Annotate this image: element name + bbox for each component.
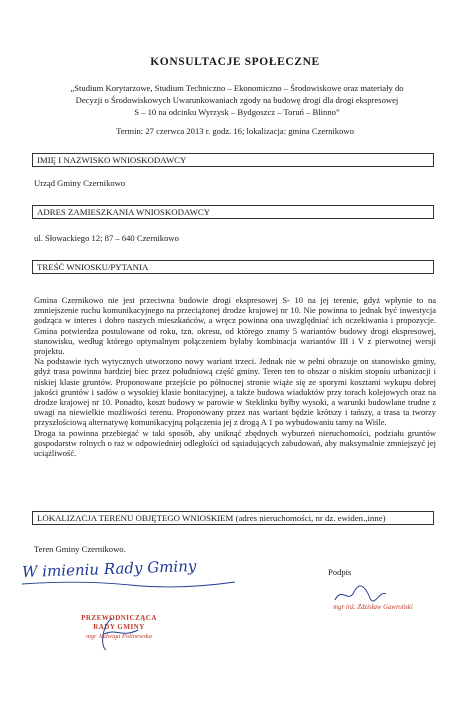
request-paragraph: Na podstawie tych wytycznych utworzono nowy wariant trzeci. Jednak nie w pełni obrazuje on stanowisko gminy, gdyż trasa powinna bardziej biec przez południową część gminy. Teren ten to obszar o niskim stopniu urbanizacji i niskiej klasie gruntów. Proponowane przejście po północnej stronie wiąże się ze sporymi kosztami wykupu dobrej jakości gruntów i sadów o wysokiej klasie bonitacyjnej, a także budowa wiaduktów przy torach kolejowych oraz na drodze krajowej nr 10. Ponadto, koszt budowy w parowie w Steklinku byłby wysoki, a warunki budowlane trudne z uwagi na niewielkie możliwości terenu. Proponowany przez nas wariant będzie krótszy i tańszy, a trasa ta tworzy przyszłościową alternatywę komunikacyjną połączenia jej z drogą A 1 po wybudowaniu tamy na Wiśle. xyxy=(34,356,436,428)
applicant-name: Urząd Gminy Czernikowo xyxy=(34,178,126,188)
handwritten-note: W imieniu Rady Gminy xyxy=(21,556,197,582)
section-header-name: IMIĘ I NAZWISKO WNIOSKODAWCY xyxy=(32,153,434,167)
signature-right xyxy=(330,584,390,606)
consultation-subject xyxy=(36,82,438,118)
section-header-location: LOKALIZACJA TERENU OBJĘTEGO WNIOSKIEM (adres nieruchomości, nr dz. ewiden.,inne) xyxy=(32,511,434,525)
request-paragraph: Gmina Czernikowo nie jest przeciwna budowie drogi ekspresowej S- 10 na jej terenie, gdyż wpłynie to na zmniejszenie ruchu komunikacyjnego na przeciążonej drodze krajowej nr 10. Nie powinna to jednak być inwestycja godząca w interes i dobro naszych mieszkańców, a wręcz powinna ona uwzględniać ich oczekiwania i propozycje. Gmina potwierdza postulowane od roku, tzn. okresu, od którego znamy 5 wariantów budowy drogi ekspresowej, stanowisku, według którego optymalnym połączeniem byłaby kombinacja wariantów III i V z pierwotnej wersji projektu. xyxy=(34,295,436,357)
handwriting-underline xyxy=(20,578,240,588)
subject-line: Decyzji o Środowiskowych Uwarunkowaniach zgody na budowę drogi dla drogi ekspresowej xyxy=(75,95,399,105)
stamp-right: mgr inż. Zdzisław Gawroński xyxy=(333,604,413,611)
section-header-address: ADRES ZAMIESZKANIA WNIOSKODAWCY xyxy=(32,205,434,219)
section-header-content: TREŚĆ WNIOSKU/PYTANIA xyxy=(32,260,434,274)
location-value: Teren Gminy Czernikowo. xyxy=(34,544,126,554)
request-content xyxy=(34,295,436,458)
signature-label: Podpis xyxy=(328,567,352,577)
page-title: KONSULTACJE SPOŁECZNE xyxy=(150,56,320,68)
request-paragraph: Droga ta powinna przebiegać w taki sposób, aby uniknąć zbędnych wyburzeń nieruchomości, podziału gruntów gospodarstw rolnych o raz w odpowiedniej odległości od sąsiadujących zabudowań, aby maksymalnie zmniejszyć jej uciążliwość. xyxy=(34,427,436,459)
applicant-address: ul. Słowackiego 12; 87 – 640 Czernikowo xyxy=(34,233,179,243)
stamp-line: PRZEWODNICZĄCA xyxy=(81,614,157,622)
subject-line: „Studium Korytarzowe, Studium Techniczno – Ekonomiczno – Środowiskowe oraz materiały do xyxy=(70,83,404,93)
signature-left xyxy=(82,616,142,652)
subject-line: S – 10 na odcinku Wyrzysk – Bydgoszcz – Toruń – Blinno” xyxy=(134,107,340,117)
stamp-line: mgr Jadwiga Polinewska xyxy=(86,633,152,640)
stamp-line: RADY GMINY xyxy=(93,623,145,631)
term-line: Termin: 27 czerwca 2013 r. godz. 16; lokalizacja: gmina Czernikowo xyxy=(116,126,354,136)
